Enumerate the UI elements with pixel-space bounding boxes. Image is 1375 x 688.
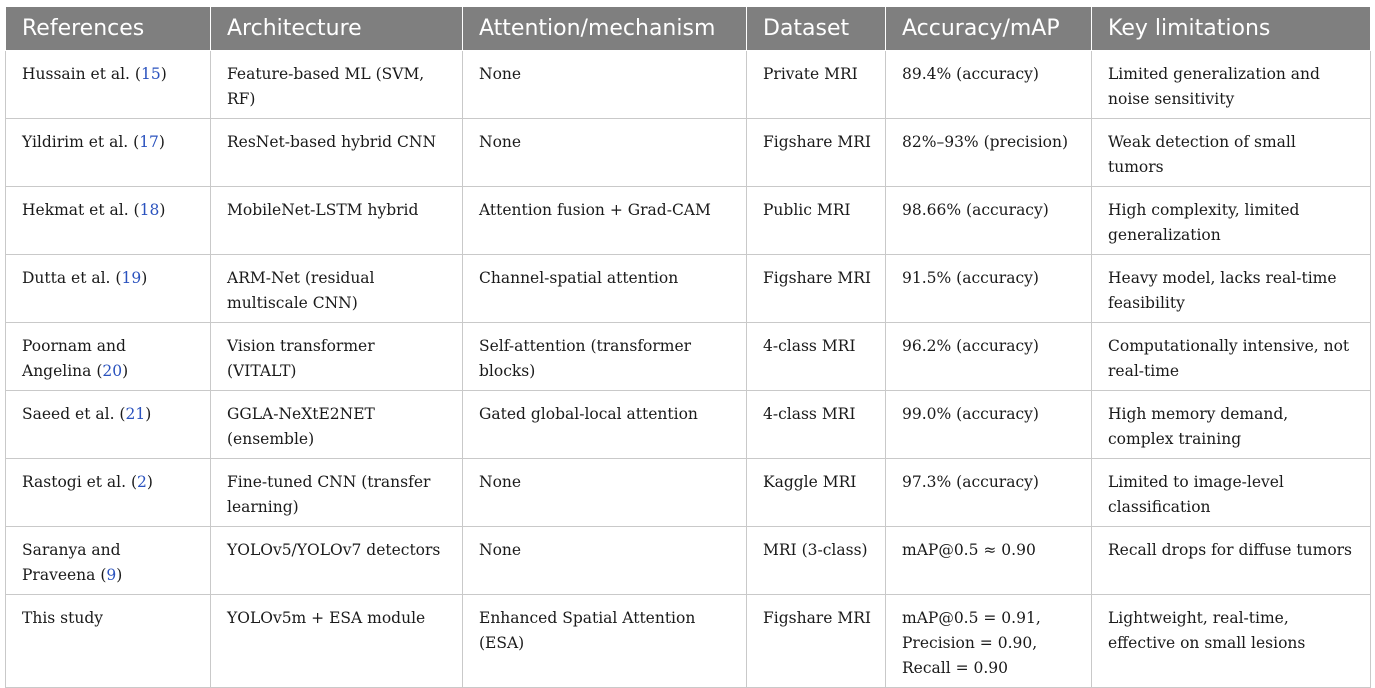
reference-suffix: ) bbox=[141, 269, 148, 287]
cell-attention: None bbox=[463, 119, 747, 187]
cell-limitations: Limited to image-level classification bbox=[1092, 459, 1371, 527]
header-dataset: Dataset bbox=[747, 7, 886, 51]
cell-dataset: MRI (3-class) bbox=[747, 527, 886, 595]
reference-suffix: ) bbox=[146, 473, 153, 491]
cell-limitations: Recall drops for diffuse tumors bbox=[1092, 527, 1371, 595]
cell-accuracy bbox=[886, 595, 1092, 688]
reference-author: This study bbox=[22, 609, 104, 627]
cell-limitations: Lightweight, real-time, effective on small lesions bbox=[1092, 595, 1371, 688]
accuracy-line: Precision = 0.90, bbox=[902, 634, 1038, 652]
accuracy-line: mAP@0.5 ≈ 0.90 bbox=[902, 541, 1036, 559]
cell-reference bbox=[6, 255, 211, 323]
reference-suffix: ) bbox=[160, 65, 167, 83]
reference-suffix: ) bbox=[122, 362, 129, 380]
cell-limitations: High complexity, limited generalization bbox=[1092, 187, 1371, 255]
cell-dataset: Public MRI bbox=[747, 187, 886, 255]
cell-attention: Channel-spatial attention bbox=[463, 255, 747, 323]
reference-author: Rastogi et al. ( bbox=[22, 473, 138, 491]
cell-attention: None bbox=[463, 527, 747, 595]
cell-reference bbox=[6, 459, 211, 527]
cell-limitations: Weak detection of small tumors bbox=[1092, 119, 1371, 187]
cell-attention: Gated global-local attention bbox=[463, 391, 747, 459]
table-row bbox=[6, 187, 1371, 255]
accuracy-line: mAP@0.5 = 0.91, bbox=[902, 609, 1041, 627]
header-references: References bbox=[6, 7, 211, 51]
cell-reference bbox=[6, 595, 211, 688]
table-row bbox=[6, 51, 1371, 119]
citation-link[interactable]: 19 bbox=[121, 269, 142, 287]
cell-limitations: Limited generalization and noise sensitivity bbox=[1092, 51, 1371, 119]
cell-accuracy bbox=[886, 527, 1092, 595]
cell-dataset: Figshare MRI bbox=[747, 595, 886, 688]
cell-architecture: GGLA-NeXtE2NET (ensemble) bbox=[211, 391, 463, 459]
reference-author: Yildirim et al. ( bbox=[22, 133, 140, 151]
table-row bbox=[6, 119, 1371, 187]
header-row bbox=[6, 7, 1371, 51]
citation-link[interactable]: 20 bbox=[102, 362, 123, 380]
reference-author: Dutta et al. ( bbox=[22, 269, 122, 287]
table-row bbox=[6, 391, 1371, 459]
header-architecture: Architecture bbox=[211, 7, 463, 51]
table-body bbox=[6, 51, 1371, 688]
cell-architecture: Feature-based ML (SVM, RF) bbox=[211, 51, 463, 119]
reference-suffix: ) bbox=[159, 201, 166, 219]
cell-limitations: Computationally intensive, not real-time bbox=[1092, 323, 1371, 391]
cell-dataset: 4-class MRI bbox=[747, 323, 886, 391]
cell-accuracy bbox=[886, 51, 1092, 119]
header-attention: Attention/mechanism bbox=[463, 7, 747, 51]
cell-accuracy bbox=[886, 459, 1092, 527]
cell-attention: Enhanced Spatial Attention (ESA) bbox=[463, 595, 747, 688]
cell-dataset: 4-class MRI bbox=[747, 391, 886, 459]
citation-link[interactable]: 9 bbox=[106, 566, 117, 584]
table-row bbox=[6, 459, 1371, 527]
comparison-table bbox=[5, 6, 1371, 688]
cell-architecture: YOLOv5/YOLOv7 detectors bbox=[211, 527, 463, 595]
cell-architecture: Vision transformer (VITALT) bbox=[211, 323, 463, 391]
header-accuracy: Accuracy/mAP bbox=[886, 7, 1092, 51]
cell-limitations: Heavy model, lacks real-time feasibility bbox=[1092, 255, 1371, 323]
cell-accuracy bbox=[886, 391, 1092, 459]
accuracy-line: 89.4% (accuracy) bbox=[902, 65, 1039, 83]
reference-author: Hussain et al. ( bbox=[22, 65, 141, 83]
cell-reference bbox=[6, 527, 211, 595]
accuracy-line: 82%–93% (precision) bbox=[902, 133, 1069, 151]
cell-accuracy bbox=[886, 119, 1092, 187]
accuracy-line: Recall = 0.90 bbox=[902, 659, 1009, 677]
accuracy-line: 98.66% (accuracy) bbox=[902, 201, 1049, 219]
cell-attention: Self-attention (transformer blocks) bbox=[463, 323, 747, 391]
reference-suffix: ) bbox=[116, 566, 123, 584]
reference-author: Saranya and Praveena ( bbox=[22, 541, 121, 584]
cell-reference bbox=[6, 391, 211, 459]
accuracy-line: 96.2% (accuracy) bbox=[902, 337, 1039, 355]
accuracy-line: 91.5% (accuracy) bbox=[902, 269, 1039, 287]
table-row bbox=[6, 255, 1371, 323]
cell-dataset: Kaggle MRI bbox=[747, 459, 886, 527]
cell-reference bbox=[6, 119, 211, 187]
accuracy-line: 97.3% (accuracy) bbox=[902, 473, 1039, 491]
reference-author: Saeed et al. ( bbox=[22, 405, 126, 423]
cell-reference bbox=[6, 323, 211, 391]
cell-accuracy bbox=[886, 255, 1092, 323]
table-row bbox=[6, 595, 1371, 688]
citation-link[interactable]: 17 bbox=[139, 133, 159, 151]
citation-link[interactable]: 18 bbox=[139, 201, 160, 219]
cell-dataset: Figshare MRI bbox=[747, 119, 886, 187]
reference-author: Hekmat et al. ( bbox=[22, 201, 140, 219]
citation-link[interactable]: 15 bbox=[140, 65, 161, 83]
reference-suffix: ) bbox=[158, 133, 165, 151]
reference-suffix: ) bbox=[145, 405, 152, 423]
cell-architecture: MobileNet-LSTM hybrid bbox=[211, 187, 463, 255]
cell-attention: Attention fusion + Grad-CAM bbox=[463, 187, 747, 255]
table-row bbox=[6, 527, 1371, 595]
citation-link[interactable]: 2 bbox=[137, 473, 147, 491]
cell-accuracy bbox=[886, 187, 1092, 255]
reference-author: Poornam and Angelina ( bbox=[22, 337, 126, 380]
cell-reference bbox=[6, 187, 211, 255]
cell-architecture: ARM-Net (residual multiscale CNN) bbox=[211, 255, 463, 323]
cell-dataset: Figshare MRI bbox=[747, 255, 886, 323]
cell-architecture: ResNet-based hybrid CNN bbox=[211, 119, 463, 187]
cell-architecture: Fine-tuned CNN (transfer learning) bbox=[211, 459, 463, 527]
table-row bbox=[6, 323, 1371, 391]
citation-link[interactable]: 21 bbox=[125, 405, 146, 423]
cell-dataset: Private MRI bbox=[747, 51, 886, 119]
cell-architecture: YOLOv5m + ESA module bbox=[211, 595, 463, 688]
cell-accuracy bbox=[886, 323, 1092, 391]
cell-attention: None bbox=[463, 459, 747, 527]
header-limitations: Key limitations bbox=[1092, 7, 1371, 51]
cell-attention: None bbox=[463, 51, 747, 119]
cell-limitations: High memory demand, complex training bbox=[1092, 391, 1371, 459]
cell-reference bbox=[6, 51, 211, 119]
accuracy-line: 99.0% (accuracy) bbox=[902, 405, 1039, 423]
